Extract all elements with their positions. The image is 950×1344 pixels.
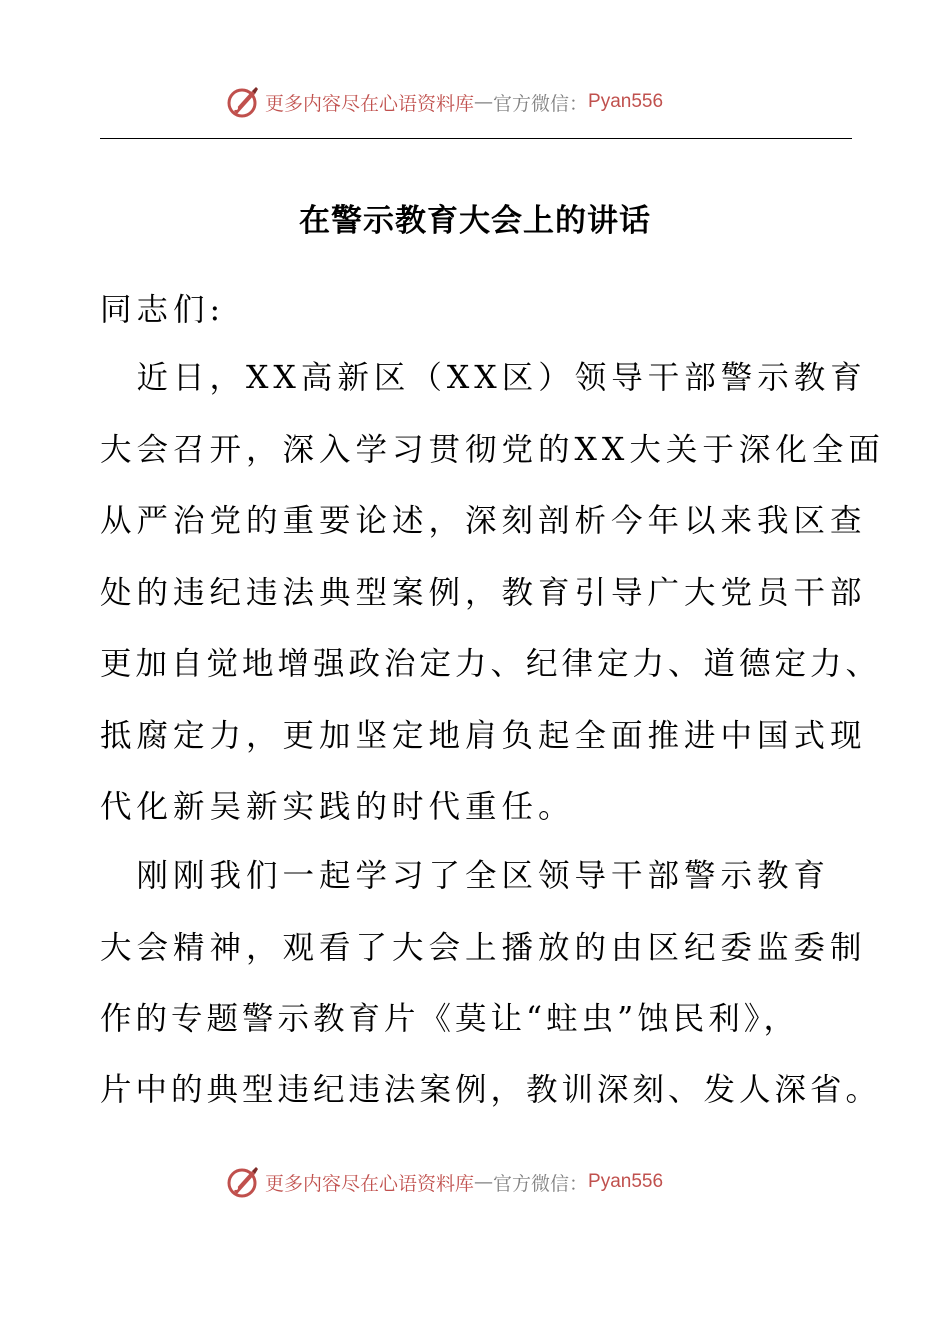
banner-wechat-id: Pyan556	[588, 91, 664, 112]
body-line: 大会精神，观看了大会上播放的由区纪委监委制	[100, 930, 867, 966]
body-line: 处的违纪违法典型案例，教育引导广大党员干部	[100, 575, 867, 611]
body-line: 从严治党的重要论述，深刻剖析今年以来我区查	[100, 503, 867, 539]
body-line: 近日，XX高新区（XX区）领导干部警示教育	[100, 360, 867, 396]
header-divider	[100, 138, 852, 139]
body-line: 抵腐定力，更加坚定地肩负起全面推进中国式现	[100, 718, 867, 754]
pen-logo-icon	[225, 84, 261, 120]
body-line: 更加自觉地增强政治定力、纪律定力、道德定力、	[100, 646, 882, 682]
footer-banner	[225, 1162, 663, 1202]
body-line: 大会召开，深入学习贯彻党的XX大关于深化全面	[100, 432, 885, 468]
header-banner	[225, 82, 663, 122]
banner-separator: —	[474, 1171, 494, 1193]
pen-logo-icon	[225, 1164, 261, 1200]
banner-official-label: 官方微信：	[493, 92, 589, 115]
body-line: 作的专题警示教育片《莫让“蛀虫”蚀民利》，	[100, 1001, 799, 1037]
body-line: 刚刚我们一起学习了全区领导干部警示教育	[100, 858, 831, 894]
banner-text: 更多内容尽在心语资料库	[265, 92, 475, 115]
body-line: 代化新吴新实践的时代重任。	[100, 789, 575, 825]
document-title: 在警示教育大会上的讲话	[299, 203, 651, 239]
banner-separator: —	[474, 91, 494, 113]
body-line: 片中的典型违纪违法案例，教训深刻、发人深省。	[100, 1072, 882, 1108]
banner-wechat-id: Pyan556	[588, 1171, 664, 1192]
banner-text: 更多内容尽在心语资料库	[265, 1172, 475, 1195]
banner-official-label: 官方微信：	[493, 1172, 589, 1195]
salutation-line: 同志们:	[100, 292, 226, 328]
